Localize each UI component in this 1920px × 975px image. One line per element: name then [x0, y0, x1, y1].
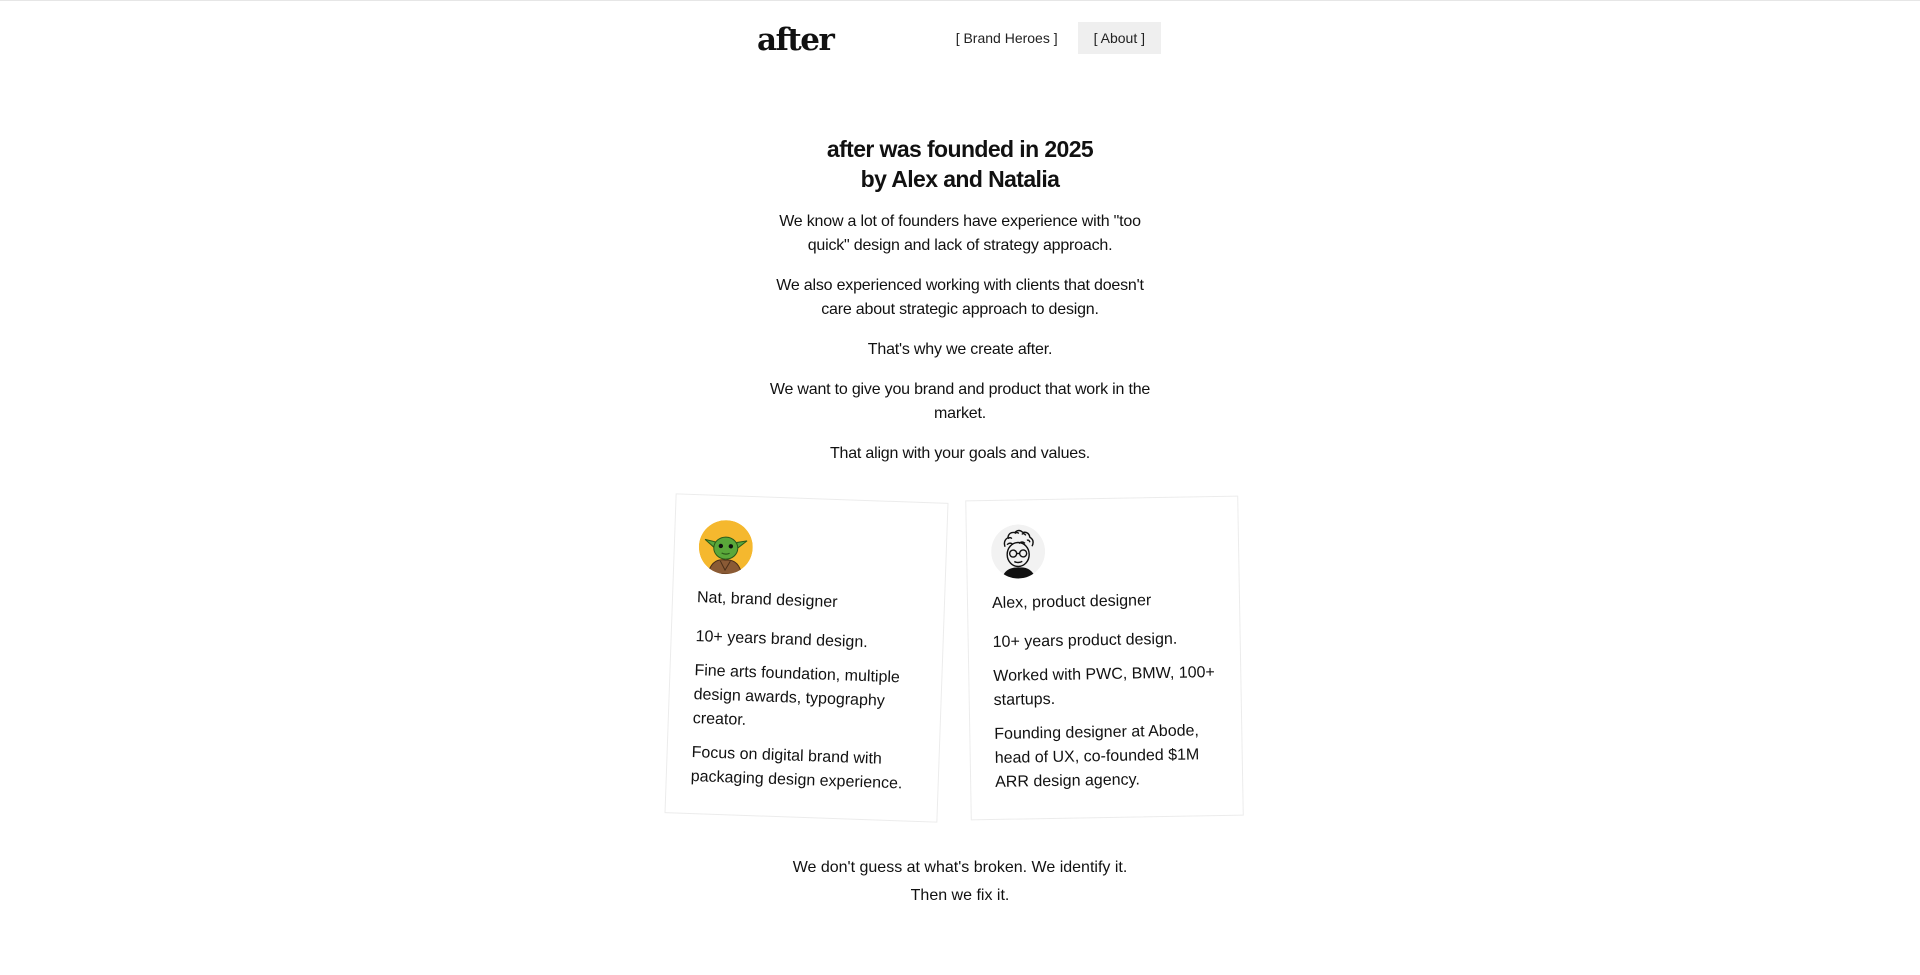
main-nav [940, 22, 1161, 54]
nav-brand-heroes[interactable]: [ Brand Heroes ] [955, 30, 1058, 46]
founder-fact: Fine arts foundation, multiple design awards, typography creator. [692, 662, 901, 729]
intro-paragraph: We also experienced working with clients that doesn't care about strategic approach to design. [776, 277, 1144, 318]
closing-line-1: We don't guess at what's broken. We identify it. [792, 859, 1128, 876]
founder-fact: Worked with PWC, BMW, 100+ startups. [993, 664, 1215, 709]
intro-paragraph: We want to give you brand and product that work in the market. [769, 381, 1151, 422]
about-intro [760, 134, 1160, 482]
founder-fact: Focus on digital brand with packaging design experience. [690, 744, 903, 793]
founder-fact: 10+ years brand design. [695, 628, 868, 652]
founder-fact: Founding designer at Abode, head of UX, co-founded $1M ARR design agency. [994, 722, 1200, 791]
founder-name: Nat, brand designer [696, 589, 838, 612]
intro-paragraph: We know a lot of founders have experience with "too quick" design and lack of strategy approach. [779, 213, 1141, 254]
founder-fact: 10+ years product design. [992, 630, 1178, 651]
closing-statement [760, 854, 1160, 910]
yoda-avatar-icon [698, 519, 754, 575]
top-border [0, 0, 1920, 1]
nav-about[interactable]: [ About ] [1078, 22, 1161, 54]
founder-card-alex [965, 496, 1244, 821]
intro-paragraph: That align with your goals and values. [829, 445, 1091, 462]
closing-line-2: Then we fix it. [910, 887, 1010, 904]
page-title-line2: by Alex and Natalia [860, 166, 1060, 192]
founder-name: Alex, product designer [991, 592, 1152, 612]
after-logo[interactable]: after [757, 22, 834, 58]
founder-card-nat [664, 493, 948, 822]
site-header [757, 22, 1161, 58]
curly-hair-sketch-avatar-icon [991, 524, 1046, 579]
intro-paragraph: That's why we create after. [867, 341, 1053, 358]
page-title [760, 134, 1160, 194]
page-title-line1: after was founded in 2025 [826, 136, 1094, 162]
